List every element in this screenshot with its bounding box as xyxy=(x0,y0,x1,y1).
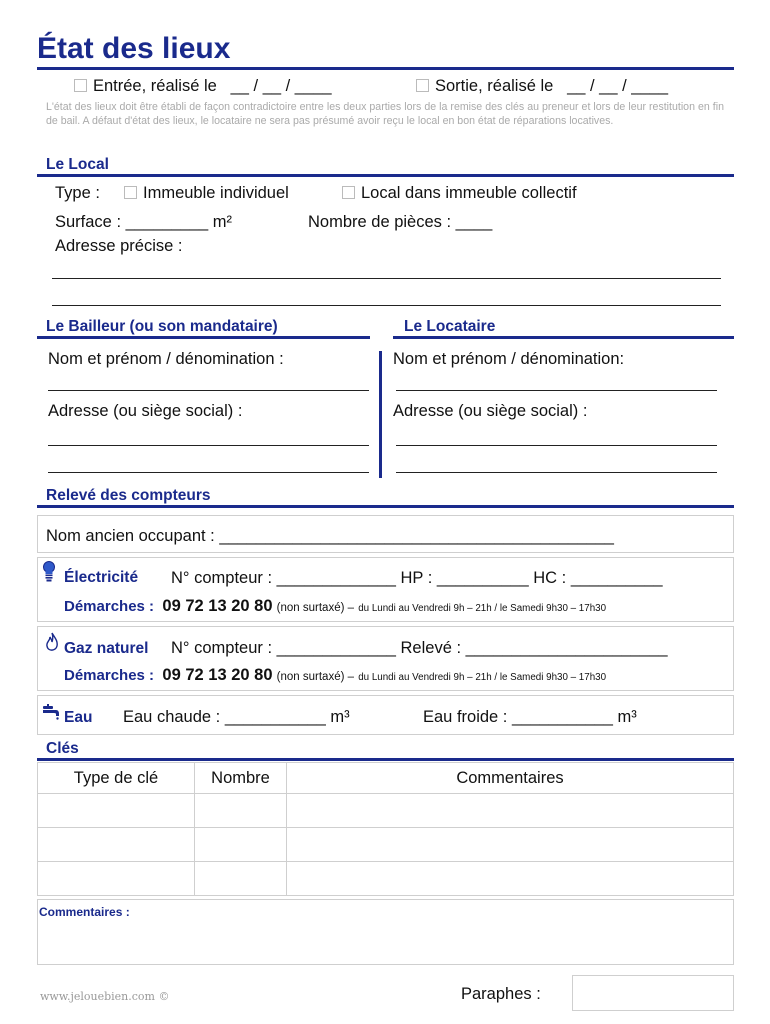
electricity-phone: 09 72 13 20 80 xyxy=(162,597,273,615)
landlord-address-line-1[interactable] xyxy=(48,445,369,446)
type-label: Type : xyxy=(55,184,100,202)
paraphes-box[interactable] xyxy=(572,975,734,1011)
gas-demarches-row xyxy=(64,666,606,685)
electricity-fields[interactable]: N° compteur : _____________ HP : __________ HC : __________ xyxy=(171,569,663,587)
flame-icon xyxy=(44,632,60,659)
electricity-demarches-label: Démarches : xyxy=(64,598,155,615)
landlord-name-line[interactable] xyxy=(48,390,369,391)
gas-hours: du Lundi au Vendredi 9h – 21h / le Samedi 9h30 – 17h30 xyxy=(358,672,607,683)
rooms-field[interactable]: Nombre de pièces : ____ xyxy=(308,213,493,231)
landlord-name-label: Nom et prénom / dénomination : xyxy=(48,350,284,368)
section-local-heading: Le Local xyxy=(46,156,109,173)
individual-checkbox[interactable] xyxy=(124,186,137,199)
table-row xyxy=(38,794,734,828)
col-key-comments: Commentaires xyxy=(287,763,734,794)
col-key-type: Type de clé xyxy=(38,763,195,794)
footer-website: www.jelouebien.com © xyxy=(40,990,170,1003)
electricity-demarches-row xyxy=(64,597,606,616)
type-option-individual xyxy=(124,184,289,203)
lightbulb-icon xyxy=(42,561,56,588)
exit-date[interactable]: __ / __ / ____ xyxy=(567,77,668,95)
table-cell[interactable] xyxy=(287,862,734,896)
surface-field[interactable]: Surface : _________ m² xyxy=(55,213,233,231)
individual-label: Immeuble individuel xyxy=(143,184,289,202)
electricity-label: Électricité xyxy=(64,569,139,586)
water-label: Eau xyxy=(64,709,93,726)
entry-checkbox[interactable] xyxy=(74,79,87,92)
keys-table-header xyxy=(38,763,734,794)
address-label: Adresse précise : xyxy=(55,237,183,255)
collective-checkbox[interactable] xyxy=(342,186,355,199)
type-option-collective xyxy=(342,184,577,203)
table-row xyxy=(38,862,734,896)
water-hot-field[interactable]: Eau chaude : ___________ m³ xyxy=(123,708,350,726)
exit-row xyxy=(416,77,668,96)
exit-label: Sortie, réalisé le xyxy=(435,77,554,95)
previous-occupant-field[interactable]: Nom ancien occupant : ___________________________________________ xyxy=(46,527,614,545)
collective-label: Local dans immeuble collectif xyxy=(361,184,577,202)
comments-box[interactable] xyxy=(37,899,734,965)
comments-label: Commentaires : xyxy=(39,905,130,919)
type-row xyxy=(55,184,100,203)
tenant-name-label: Nom et prénom / dénomination: xyxy=(393,350,625,368)
local-rule xyxy=(37,174,734,177)
gas-label: Gaz naturel xyxy=(64,640,149,657)
keys-rule xyxy=(37,758,734,761)
col-key-count: Nombre xyxy=(195,763,287,794)
faucet-icon xyxy=(41,704,61,725)
exit-checkbox[interactable] xyxy=(416,79,429,92)
gas-phone: 09 72 13 20 80 xyxy=(162,666,273,684)
electricity-hours: du Lundi au Vendredi 9h – 21h / le Samedi 9h30 – 17h30 xyxy=(358,603,607,614)
column-divider xyxy=(379,351,382,478)
tenant-rule xyxy=(393,336,734,339)
gas-demarches-label: Démarches : xyxy=(64,667,155,684)
keys-table xyxy=(37,762,734,896)
landlord-rule xyxy=(37,336,370,339)
water-cold-field[interactable]: Eau froide : ___________ m³ xyxy=(423,708,637,726)
electricity-note: (non surtaxé) – xyxy=(276,602,355,614)
tenant-address-label: Adresse (ou siège social) : xyxy=(393,402,588,420)
tenant-address-line-1[interactable] xyxy=(396,445,717,446)
section-keys-heading: Clés xyxy=(46,740,79,757)
tenant-address-line-2[interactable] xyxy=(396,472,717,473)
table-cell[interactable] xyxy=(287,828,734,862)
section-meters-heading: Relevé des compteurs xyxy=(46,487,211,504)
table-cell[interactable] xyxy=(38,828,195,862)
section-landlord-heading: Le Bailleur (ou son mandataire) xyxy=(46,318,278,335)
table-cell[interactable] xyxy=(195,862,287,896)
page-title: État des lieux xyxy=(37,32,231,65)
landlord-address-label: Adresse (ou siège social) : xyxy=(48,402,243,420)
table-cell[interactable] xyxy=(38,862,195,896)
address-line-2[interactable] xyxy=(52,305,721,306)
paraphes-label: Paraphes : xyxy=(461,985,541,1003)
table-cell[interactable] xyxy=(287,794,734,828)
gas-fields[interactable]: N° compteur : _____________ Relevé : ______________________ xyxy=(171,639,668,657)
table-cell[interactable] xyxy=(38,794,195,828)
landlord-address-line-2[interactable] xyxy=(48,472,369,473)
title-rule xyxy=(37,67,734,70)
table-row xyxy=(38,828,734,862)
intro-text: L'état des lieux doit être établi de façon contradictoire entre les deux parties lors de la remise des clés au preneur et lors de leur restitution en fin de bail. A défaut d'état des lieux, le locataire ne sera pas présumé avoir reçu le local en bon état de réparations locatives. xyxy=(46,101,724,127)
table-cell[interactable] xyxy=(195,794,287,828)
entry-row xyxy=(74,77,332,96)
section-tenant-heading: Le Locataire xyxy=(404,318,496,335)
entry-date[interactable]: __ / __ / ____ xyxy=(230,77,332,95)
entry-label: Entrée, réalisé le xyxy=(93,77,217,95)
address-line-1[interactable] xyxy=(52,278,721,279)
tenant-name-line[interactable] xyxy=(396,390,717,391)
table-cell[interactable] xyxy=(195,828,287,862)
meters-rule xyxy=(37,505,734,508)
gas-note: (non surtaxé) – xyxy=(276,671,355,683)
